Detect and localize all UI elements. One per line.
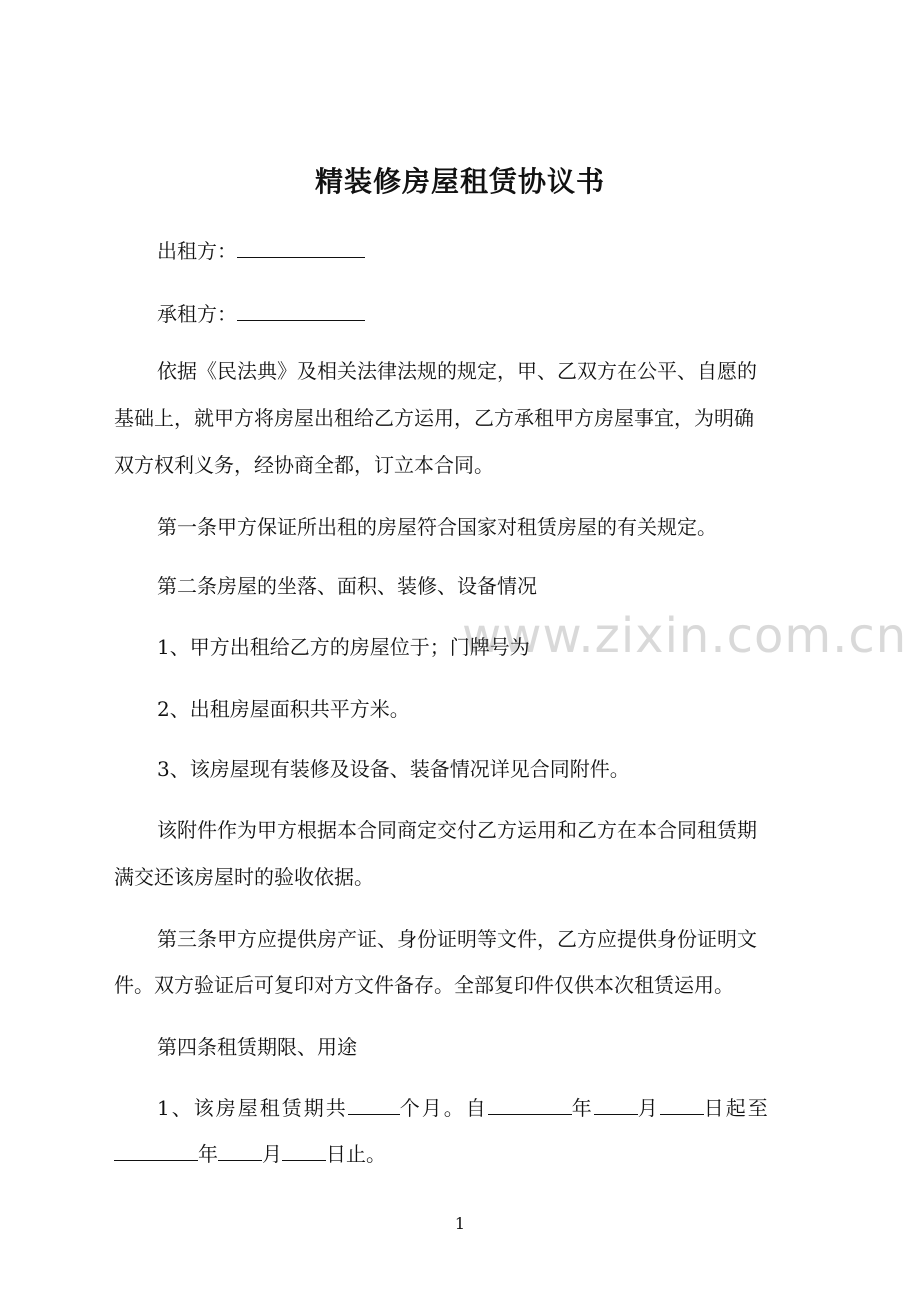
lessee-label: 承租方： (157, 302, 237, 326)
term-text: 日止。 (326, 1142, 386, 1166)
start-day-blank (660, 1094, 704, 1115)
term-text: 日起至 (703, 1096, 770, 1120)
watermark: www.zixin.com.cn (462, 608, 908, 664)
paragraph-line: 依据《民法典》及相关法律法规的规定，甲、乙双方在公平、自愿的 (157, 359, 757, 383)
lessor-label: 出租方： (157, 239, 237, 263)
clause-2-3: 3、该房屋现有装修及设备、装备情况详见合同附件。 (157, 757, 630, 781)
document-title: 精装修房屋租赁协议书 (314, 165, 605, 198)
months-blank (348, 1094, 400, 1115)
end-day-blank (282, 1140, 326, 1161)
term-text: 月 (262, 1142, 282, 1166)
clause-2-1: 1、甲方出租给乙方的房屋位于；门牌号为 (157, 635, 530, 659)
clause-4-1 (157, 1094, 857, 1122)
paragraph-line: 双方权利义务，经协商全都，订立本合同。 (114, 453, 494, 477)
term-text: 年 (198, 1142, 218, 1166)
clause-4-1-cont (114, 1140, 814, 1168)
paragraph-line: 第三条甲方应提供房产证、身份证明等文件，乙方应提供身份证明文 (157, 927, 757, 951)
paragraph-line: 满交还该房屋时的验收依据。 (114, 865, 374, 889)
lessee-line (157, 300, 857, 328)
lessor-blank (237, 237, 365, 258)
start-year-blank (488, 1094, 572, 1115)
term-text: 年 (571, 1096, 594, 1120)
lessor-line (157, 237, 857, 265)
paragraph-line: 件。双方验证后可复印对方文件备存。全部复印件仅供本次租赁运用。 (114, 973, 734, 997)
article-4-heading: 第四条租赁期限、用途 (157, 1035, 357, 1059)
page-number: 1 (454, 1214, 466, 1233)
article-1: 第一条甲方保证所出租的房屋符合国家对租赁房屋的有关规定。 (157, 515, 717, 539)
start-month-blank (594, 1094, 638, 1115)
end-month-blank (218, 1140, 262, 1161)
term-text: 月 (637, 1096, 660, 1120)
paragraph-line: 该附件作为甲方根据本合同商定交付乙方运用和乙方在本合同租赁期 (157, 818, 757, 842)
term-text: 1、该房屋租赁期共 (157, 1096, 348, 1120)
clause-2-2: 2、出租房屋面积共平方米。 (157, 697, 410, 721)
end-year-blank (114, 1140, 198, 1161)
paragraph-line: 基础上，就甲方将房屋出租给乙方运用，乙方承租甲方房屋事宜，为明确 (114, 406, 754, 430)
term-text: 个月。自 (399, 1096, 488, 1120)
lessee-blank (237, 300, 365, 321)
article-2-heading: 第二条房屋的坐落、面积、装修、设备情况 (157, 574, 537, 598)
